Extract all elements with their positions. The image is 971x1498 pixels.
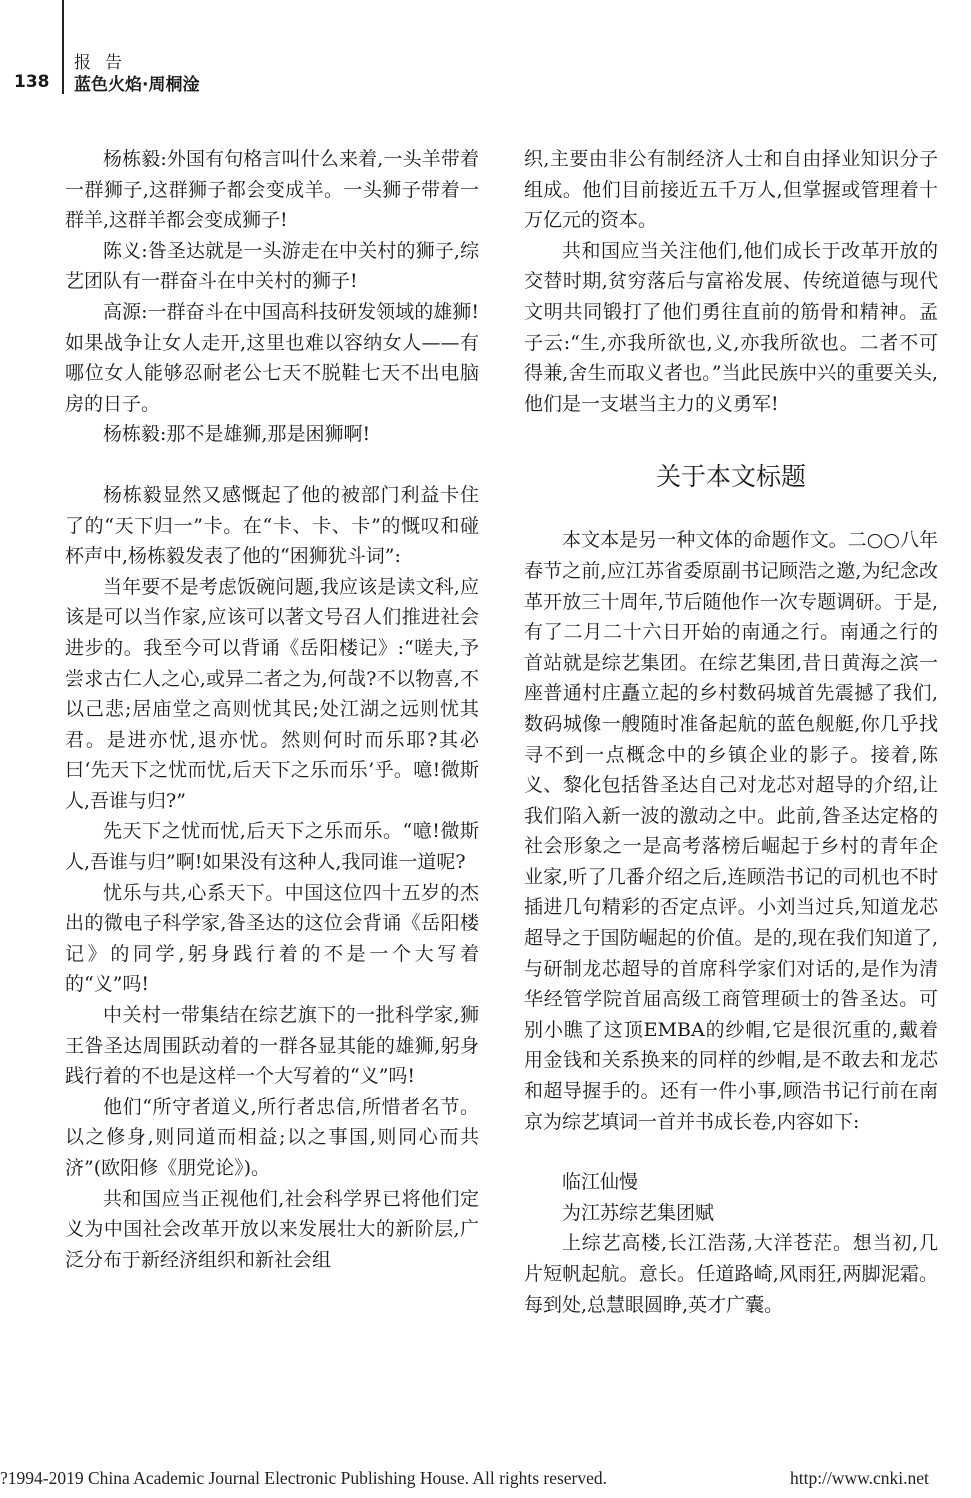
running-title: 蓝色火焰·周桐淦 xyxy=(74,75,200,95)
paragraph: 中关村一带集结在综艺旗下的一批科学家,狮王昝圣达周围跃动着的一群各显其能的雄狮,躬身践行着的不也是这样一个大写着的“义”吗! xyxy=(65,1004,479,1088)
footer-url: http://www.cnki.net xyxy=(790,1468,929,1488)
paragraph: 先天下之忧而忧,后天下之乐而乐。“噫!微斯人,吾谁与归”啊!如果没有这种人,我同谁一道呢? xyxy=(65,820,479,874)
page-number: 138 xyxy=(14,72,50,92)
paragraph: 高源:一群奋斗在中国高科技研发领域的雄狮!如果战争让女人走开,这里也难以容纳女人——有哪位女人能够忍耐老公七天不脱鞋七天不出电脑房的日子。 xyxy=(65,300,479,415)
right-column xyxy=(524,144,938,1320)
paragraph: 他们“所守者道义,所行者忠信,所惜者名节。以之修身,则同道而相益;以之事国,则同心而共济”(欧阳修《朋党论》)。 xyxy=(65,1095,479,1179)
poem-title: 临江仙慢 xyxy=(562,1171,639,1194)
paragraph: 共和国应当正视他们,社会科学界已将他们定义为中国社会改革开放以来发展壮大的新阶层,广泛分布于新经济组织和新社会组 xyxy=(65,1187,479,1271)
section-label: 报告 xyxy=(74,53,136,73)
paragraph: 忧乐与共,心系天下。中国这位四十五岁的杰出的微电子科学家,昝圣达的这位会背诵《岳阳楼记》的同学,躬身践行着的不是一个大写着的“义”吗! xyxy=(65,881,479,996)
header-rule xyxy=(62,0,64,94)
section-heading: 关于本文标题 xyxy=(655,462,806,492)
poem-body: 上综艺高楼,长江浩荡,大洋苍茫。想当初,几片短帆起航。意长。任道路崎,风雨狂,两脚泥霜。每到处,总慧眼圆睁,英才广囊。 xyxy=(524,1232,938,1316)
paragraph: 杨栋毅显然又感慨起了他的被部门利益卡住了的“天下归一”卡。在“卡、卡、卡”的慨叹和碰杯声中,杨栋毅发表了他的“困狮犹斗词”: xyxy=(65,483,479,568)
poem-subtitle: 为江苏综艺集团赋 xyxy=(562,1201,715,1224)
paragraph: 当年要不是考虑饭碗问题,我应该是读文科,应该是可以当作家,应该可以著文号召人们推进社会进步的。我至今可以背诵《岳阳楼记》:“嗟夫,予尝求古仁人之心,或异二者之为,何哉?不以物喜,不以己悲;居庙堂之高则忧其民;处江湖之远则忧其君。是进亦忧,退亦忧。然则何时而乐耶?其必曰‘先天下之忧而忧,后天下之乐而乐’乎。噫!微斯人,吾谁与归?” xyxy=(65,575,479,812)
paragraph: 本文本是另一种文体的命题作文。二○○八年春节之前,应江苏省委原副书记顾浩之邀,为纪念改革开放三十周年,节后随他作一次专题调研。于是,有了二月二十六日开始的南通之行。南通之行的首站就是综艺集团。在综艺集团,昔日黄海之滨一座普通村庄矗立起的乡村数码城首先震撼了我们,数码城像一艘随时准备起航的蓝色舰艇,你几乎找寻不到一点概念中的乡镇企业的影子。接着,陈义、黎化包括昝圣达自己对龙芯对超导的介绍,让我们陷入新一波的激动之中。此前,昝圣达定格的社会形象之一是高考落榜后崛起于乡村的青年企业家,听了几番介绍之后,连顾浩书记的司机也不时插进几句精彩的否定点评。小刘当过兵,知道龙芯超导之于国防崛起的价值。是的,现在我们知道了,与研制龙芯超导的首席科学家们对话的,是作为清华经管学院首届高级工商管理硕士的昝圣达。可别小瞧了这顶EMBA的纱帽,它是很沉重的,戴着用金钱和关系换来的同样的纱帽,是不敢去和龙芯和超导握手的。还有一件小事,顾浩书记行前在南京为综艺填词一首并书成长卷,内容如下: xyxy=(524,529,938,1133)
footer xyxy=(0,1468,971,1489)
paragraph: 共和国应当关注他们,他们成长于改革开放的交替时期,贫穷落后与富裕发展、传统道德与现代文明共同锻打了他们勇往直前的筋骨和精神。孟子云:“生,亦我所欲也,义,亦我所欲也。二者不可得兼,舍生而取义者也。”当此民族中兴的重要关头,他们是一支堪当主力的义勇军! xyxy=(524,239,938,415)
paragraph: 织,主要由非公有制经济人士和自由择业知识分子组成。他们目前接近五千万人,但掌握或管理着十万亿元的资本。 xyxy=(524,148,938,232)
copyright-notice: ?1994-2019 China Academic Journal Electronic Publishing House. All rights reserved. xyxy=(0,1468,608,1488)
left-column xyxy=(65,144,479,1275)
paragraph: 杨栋毅:那不是雄狮,那是困狮啊! xyxy=(103,423,371,446)
paragraph: 陈义:昝圣达就是一头游走在中关村的狮子,综艺团队有一群奋斗在中关村的狮子! xyxy=(65,239,479,293)
paragraph: 杨栋毅:外国有句格言叫什么来着,一头羊带着一群狮子,这群狮子都会变成羊。一头狮子带着一群羊,这群羊都会变成狮子! xyxy=(65,148,479,232)
